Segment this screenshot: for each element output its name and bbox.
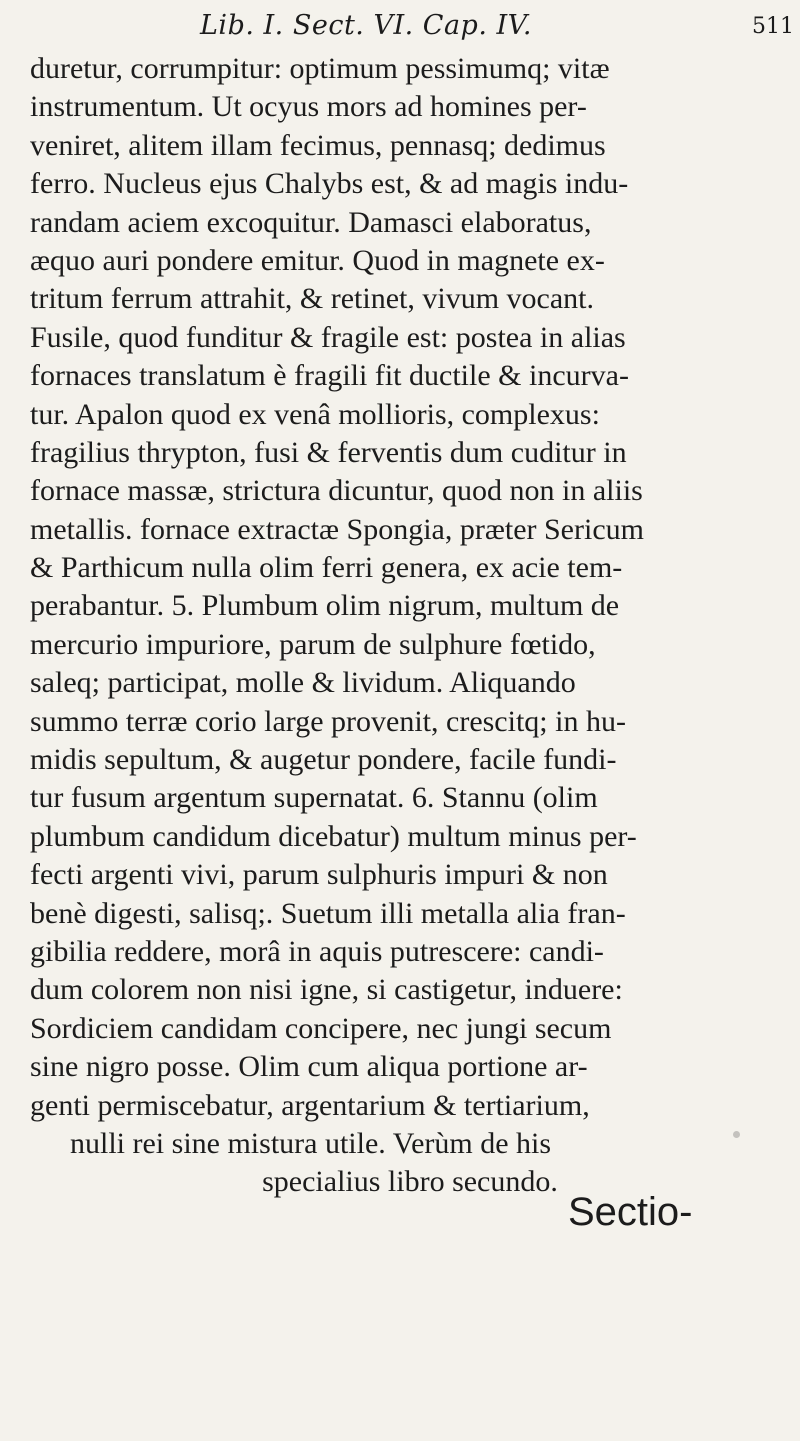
- text-line: saleq; participat, molle & lividum. Aliquando: [30, 666, 576, 700]
- text-line: ferro. Nucleus ejus Chalybs est, & ad magis indu-: [30, 167, 629, 201]
- text-line: Fusile, quod funditur & fragile est: postea in alias: [30, 320, 626, 354]
- text-line: tritum ferrum attrahit, & retinet, vivum vocant.: [30, 282, 595, 316]
- text-line: metallis. fornace extractæ Spongia, præter Sericum: [30, 512, 644, 546]
- running-head: Lib. I. Sect. VI. Cap. IV.: [200, 10, 533, 41]
- text-line: midis sepultum, & augetur pondere, facile fundi-: [30, 743, 617, 777]
- body-text: [30, 50, 790, 1202]
- text-line: æquo auri pondere emitur. Quod in magnete ex-: [30, 243, 605, 277]
- ink-speck: [733, 1131, 740, 1138]
- page-number: 511: [752, 14, 794, 39]
- text-line: tur. Apalon quod ex venâ mollioris, complexus:: [30, 397, 600, 431]
- text-line: fecti argenti vivi, parum sulphuris impuri & non: [30, 858, 608, 892]
- text-line: veniret, alitem illam fecimus, pennasq; dedimus: [30, 128, 606, 162]
- text-line: randam aciem excoquitur. Damasci elaboratus,: [30, 205, 592, 239]
- text-line: fornace massæ, strictura dicuntur, quod non in aliis: [30, 474, 643, 508]
- text-line: sine nigro posse. Olim cum aliqua portione ar-: [30, 1050, 588, 1084]
- text-line: fornaces translatum è fragili fit ductile & incurva-: [30, 359, 629, 393]
- text-line: genti permiscebatur, argentarium & tertiarium,: [30, 1088, 590, 1122]
- catchword: Sectio-: [568, 1190, 693, 1234]
- text-line: specialius libro secundo.: [262, 1165, 558, 1199]
- text-line: duretur, corrumpitur: optimum pessimumq; vitæ: [30, 52, 610, 85]
- text-line: Sordiciem candidam concipere, nec jungi secum: [30, 1011, 612, 1045]
- text-line: dum colorem non nisi igne, si castigetur, induere:: [30, 973, 623, 1007]
- page-header: [0, 10, 800, 44]
- text-line: instrumentum. Ut ocyus mors ad homines per-: [30, 90, 587, 124]
- text-line: summo terræ corio large provenit, crescitq; in hu-: [30, 704, 626, 738]
- text-line: fragilius thrypton, fusi & ferventis dum cuditur in: [30, 435, 627, 469]
- text-line: perabantur. 5. Plumbum olim nigrum, multum de: [30, 589, 620, 623]
- text-line: tur fusum argentum supernatat. 6. Stannu (olim: [30, 781, 598, 815]
- text-line: mercurio impuriore, parum de sulphure fœtido,: [30, 627, 596, 661]
- text-line: plumbum candidum dicebatur) multum minus per-: [30, 819, 637, 853]
- text-line: & Parthicum nulla olim ferri genera, ex acie tem-: [30, 551, 623, 585]
- text-line: nulli rei sine mistura utile. Verùm de his: [70, 1126, 552, 1160]
- text-line: gibilia reddere, morâ in aquis putrescere: candi-: [30, 934, 604, 968]
- text-line: benè digesti, salisq;. Suetum illi metalla alia fran-: [30, 896, 626, 930]
